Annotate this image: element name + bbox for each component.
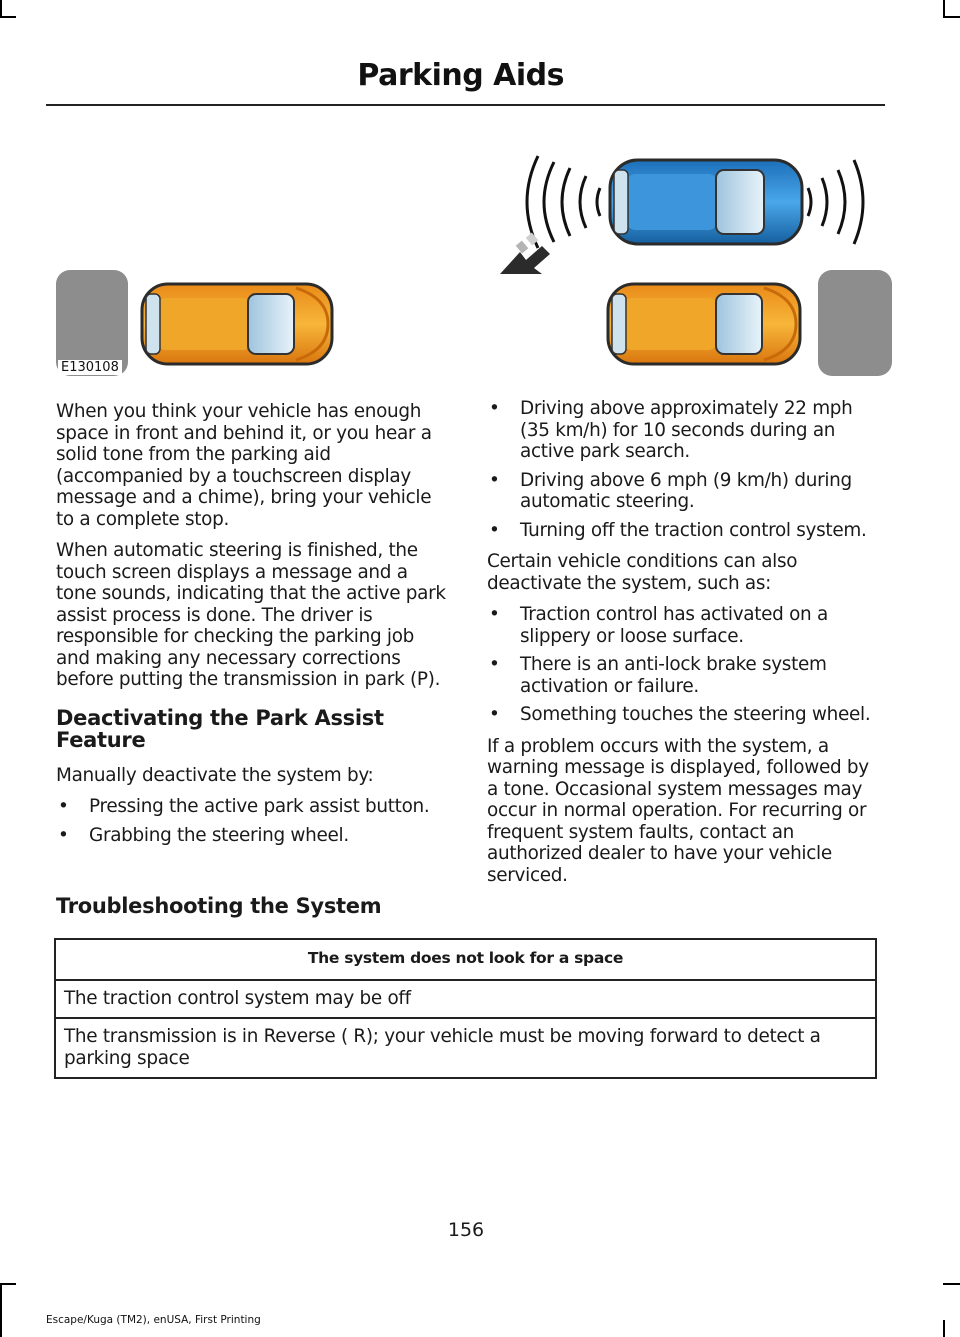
bullet-icon: • [489,654,500,675]
parking-diagram-svg [56,148,892,376]
right-column [487,398,882,896]
paragraph: If a problem occurs with the system, a warning message is displayed, followed by a tone. Occasional system messages may occur in normal operation. For recurring or frequent system faults, contact an authorized dealer to have your vehicle serviced. [487,735,869,886]
list-item [487,470,882,513]
list-item [56,825,450,847]
troubleshooting-heading: Troubleshooting the System [56,894,382,918]
bullet-icon: • [489,519,500,541]
list-item-text: There is an anti-lock brake system activation or failure. [520,654,827,697]
crop-mark [943,1320,945,1337]
bullet-icon: • [489,469,500,491]
table-row [55,980,876,1019]
figure-label: E130108 [58,360,122,375]
section-heading: Deactivating the Park Assist Feature [56,705,384,752]
bullet-icon: • [489,398,500,419]
page-title: Parking Aids [357,58,564,93]
table-header-row [55,939,876,980]
parked-car-right [608,284,800,364]
table-row [55,1018,876,1078]
list-item-text: Driving above 6 mph (9 km/h) during automatic steering. [520,469,852,512]
curb-block-right [818,270,892,376]
list-item [487,654,882,697]
bullet-icon: • [489,704,500,725]
list-item [487,398,882,463]
bullet-icon: • [58,796,69,817]
table-cell: The traction control system may be off [55,980,876,1019]
list-item [487,704,882,726]
parked-car-left [142,284,332,364]
list-item-text: Driving above approximately 22 mph (35 km/h) for 10 seconds during an active park search. [520,398,853,462]
list-item-text: Pressing the active park assist button. [89,796,430,817]
sensor-waves-rear [527,156,600,248]
edition-footer: Escape/Kuga (TM2), enUSA, First Printing [46,1314,261,1326]
paragraph: Certain vehicle conditions can also deactivate the system, such as: [487,551,798,594]
paragraph: When you think your vehicle has enough space in front and behind it, or you hear a solid tone from the parking aid (accompanied by a touchscreen display message and a chime), bring your vehicle to a complete stop. [56,401,432,530]
page-number: 156 [447,1219,485,1241]
crop-mark [943,1283,960,1285]
bullet-icon: • [58,824,69,846]
table-cell: The transmission is in Reverse ( R); your vehicle must be moving forward to detect a parking space [55,1018,876,1078]
left-column [56,401,450,853]
crop-mark [0,1283,2,1337]
list-item-text: Grabbing the steering wheel. [89,824,349,846]
moving-car-blue [610,160,802,244]
parking-illustration [56,148,892,376]
list-item-text: Traction control has activated on a slippery or loose surface. [520,604,828,647]
crop-mark [0,16,16,18]
troubleshooting-table [54,938,877,1079]
list-item-text: Something touches the steering wheel. [520,704,871,725]
list-item [56,796,450,818]
crop-mark [943,16,960,18]
list-item [487,604,882,647]
bullet-icon: • [489,604,500,625]
paragraph: When automatic steering is finished, the touch screen displays a message and a tone sounds, indicating that the active park assist process is done. The driver is responsible for checking the parking job and making any necessary corrections before putting the transmission in park (P). [56,540,446,690]
list-item-text: Turning off the traction control system. [520,519,867,541]
sensor-waves-front [808,160,863,244]
paragraph: Manually deactivate the system by: [56,764,374,786]
header-divider [46,104,885,106]
direction-arrow [500,233,550,274]
table-header: The system does not look for a space [55,939,876,980]
crop-mark [0,1283,16,1285]
list-item [487,520,882,542]
